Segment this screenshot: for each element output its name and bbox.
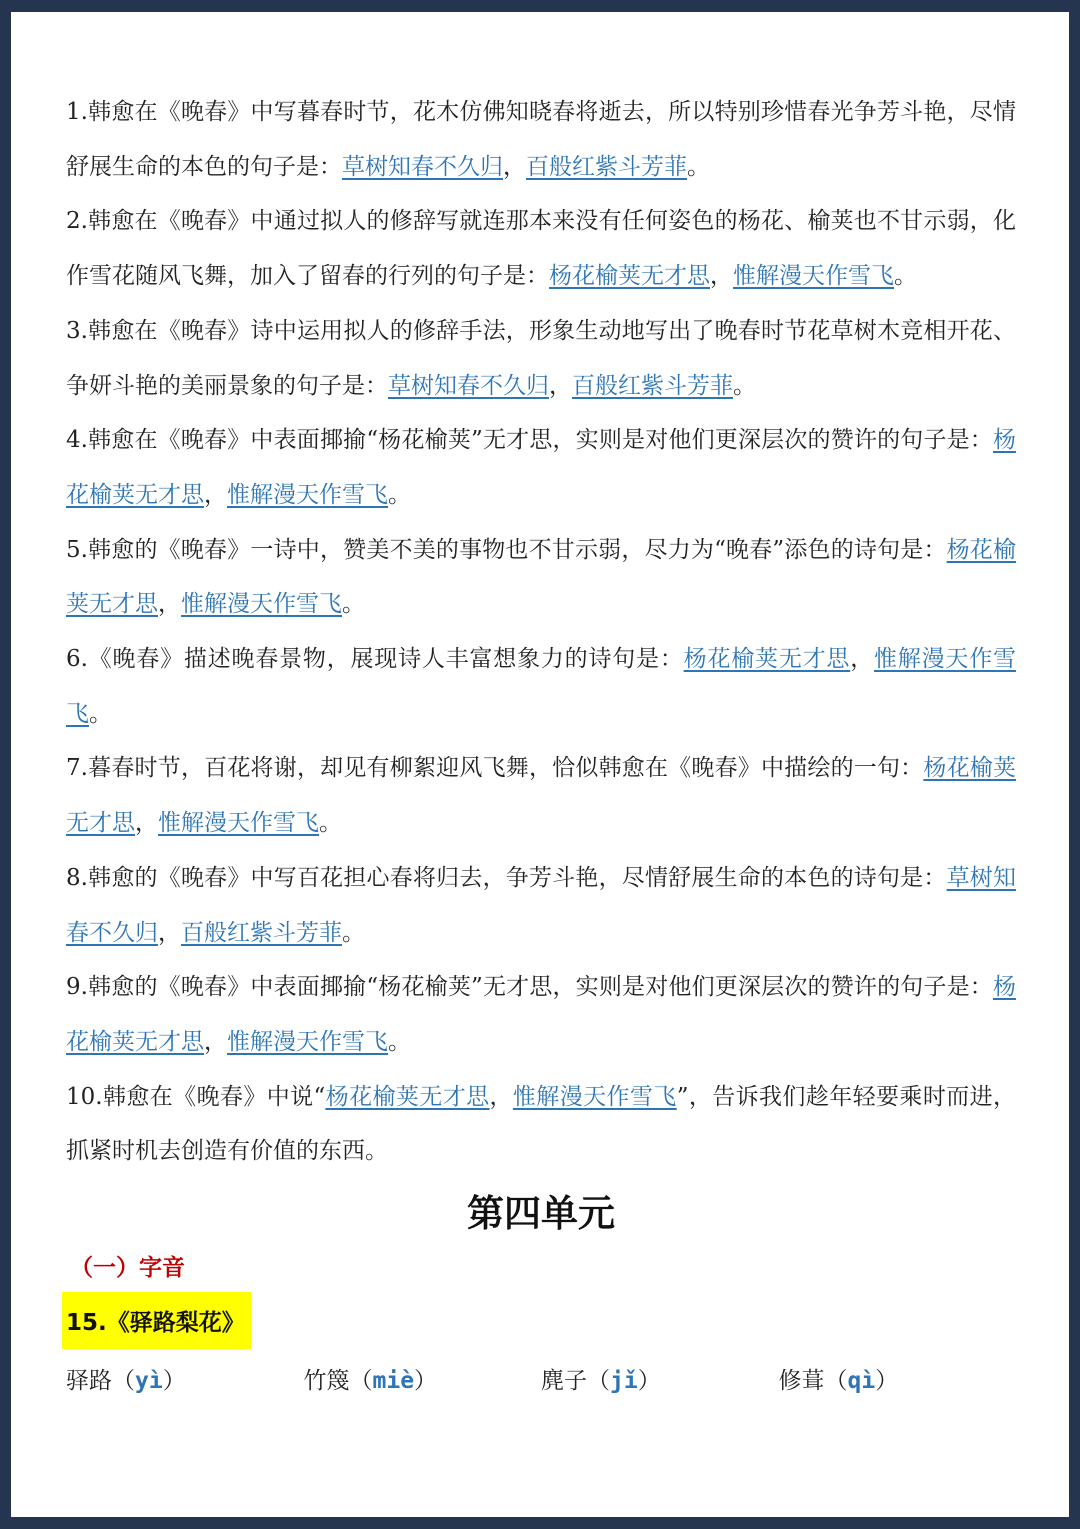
question-ending: 。: [894, 263, 917, 290]
paren-open: （: [112, 1367, 135, 1394]
pinyin-word: 修葺: [778, 1367, 825, 1394]
paren-close: ）: [875, 1367, 899, 1394]
question-ending: 。: [342, 919, 365, 946]
answer-line-2: 惟解漫天作雪飞: [181, 591, 342, 618]
pinyin-item: [66, 1362, 304, 1395]
answer-line-2: 惟解漫天作雪飞: [227, 1028, 388, 1055]
question-item: [66, 85, 1016, 194]
question-text: 4.韩愈在《晚春》中表面揶揄“杨花榆荚”无才思，实则是对他们更深层次的赞许的句子是：: [66, 427, 993, 454]
answer-separator: ，: [489, 1083, 513, 1110]
document-page: [11, 12, 1069, 1517]
answer-separator: ，: [158, 919, 181, 946]
question-item: [66, 194, 1016, 303]
paren-open: （: [587, 1367, 610, 1394]
question-ending: 。: [342, 591, 365, 618]
paren-open: （: [824, 1367, 848, 1394]
answer-line-1: 草树知春不久归: [388, 372, 549, 399]
question-text: 2.韩愈在《晚春》中通过拟人的修辞写就连那本来没有任何姿色的杨花、榆荚也不甘示弱，化作雪花随风飞舞，加入了留春的行列的句子是：: [66, 208, 1016, 290]
answer-line-2: 惟解漫天作雪飞: [66, 646, 1017, 727]
paren-close: ）: [637, 1367, 661, 1394]
question-item: [66, 851, 1016, 960]
question-ending: 。: [733, 372, 756, 399]
lesson-row: [66, 1290, 1016, 1350]
answer-separator: ，: [158, 591, 181, 618]
question-item: [66, 1070, 1016, 1179]
answer-line-2: 百般红紫斗芳菲: [572, 372, 733, 399]
question-ending: 。: [687, 153, 710, 180]
answer-line-1: 杨花榆荚无才思: [66, 755, 1016, 837]
question-text: 6.《晚春》描述晚春景物，展现诗人丰富想象力的诗句是：: [66, 646, 684, 673]
answer-separator: ，: [135, 810, 158, 837]
question-text: 5.韩愈的《晚春》一诗中，赞美不美的事物也不甘示弱，尽力为“晚春”添色的诗句是：: [66, 536, 947, 563]
answer-separator: ，: [710, 263, 733, 290]
answer-line-1: 杨花榆荚无才思: [66, 427, 1016, 508]
answer-separator: ，: [204, 481, 227, 508]
question-item: [66, 632, 1016, 741]
answer-line-2: 百般红紫斗芳菲: [181, 919, 342, 946]
question-ending: 。: [388, 481, 411, 508]
section-title: （一）字音: [70, 1255, 185, 1282]
pinyin-item: [541, 1362, 779, 1395]
answer-line-2: 惟解漫天作雪飞: [733, 263, 894, 290]
question-text: 7.暮春时节，百花将谢，却见有柳絮迎风飞舞，恰似韩愈在《晚春》中描绘的一句：: [66, 755, 924, 782]
pinyin-row: [66, 1350, 1016, 1406]
question-text: 9.韩愈的《晚春》中表面揶揄“杨花榆荚”无才思，实则是对他们更深层次的赞许的句子是：: [66, 974, 993, 1001]
pinyin-word: 驿路: [66, 1367, 112, 1394]
pinyin-item: [779, 1362, 1017, 1395]
answer-line-1: 杨花榆荚无才思: [66, 536, 1016, 618]
question-item: [66, 413, 1016, 522]
answer-line-1: 草树知春不久归: [66, 864, 1016, 946]
question-text: 8.韩愈的《晚春》中写百花担心春将归去，争芳斗艳，尽情舒展生命的本色的诗句是：: [66, 864, 947, 891]
answer-separator: ，: [503, 153, 526, 180]
question-ending: ”，告诉我们趁年轻要乘时而进，抓紧时机去创造有价值的东西。: [66, 1083, 1017, 1165]
question-text: 10.韩愈在《晚春》中说“: [66, 1083, 326, 1110]
question-ending: 。: [319, 810, 342, 837]
lesson-title: 15.《驿路梨花》: [62, 1292, 251, 1349]
pinyin-word: 麂子: [541, 1367, 587, 1394]
answer-line-2: 惟解漫天作雪飞: [158, 810, 319, 837]
question-item: [66, 304, 1016, 413]
answer-line-1: 草树知春不久归: [342, 153, 503, 180]
answer-separator: ，: [850, 646, 875, 673]
page-content: [66, 85, 1016, 1406]
paren-close: ）: [162, 1367, 186, 1394]
answer-line-2: 惟解漫天作雪飞: [512, 1083, 677, 1110]
pinyin-reading: jǐ: [610, 1367, 638, 1394]
paren-open: （: [349, 1367, 373, 1394]
answer-separator: ，: [549, 372, 572, 399]
unit-title: 第四单元: [467, 1192, 615, 1236]
question-item: [66, 523, 1016, 632]
question-text: 1.韩愈在《晚春》中写暮春时节，花木仿佛知晓春将逝去，所以特别珍惜春光争芳斗艳，尽情舒展生命的本色的句子是：: [66, 99, 1016, 180]
pinyin-reading: yì: [135, 1367, 163, 1394]
question-text: 3.韩愈在《晚春》诗中运用拟人的修辞手法，形象生动地写出了晚春时节花草树木竞相开花、争妍斗艳的美丽景象的句子是：: [66, 317, 1016, 399]
answer-separator: ，: [204, 1028, 227, 1055]
answer-line-1: 杨花榆荚无才思: [549, 263, 710, 290]
pinyin-word: 竹篾: [303, 1367, 350, 1394]
answer-line-2: 惟解漫天作雪飞: [227, 481, 388, 508]
answer-line-2: 百般红紫斗芳菲: [526, 153, 687, 180]
answer-line-1: 杨花榆荚无才思: [66, 974, 1016, 1055]
question-ending: 。: [388, 1028, 411, 1055]
answer-line-1: 杨花榆荚无才思: [325, 1083, 490, 1110]
pinyin-item: [304, 1362, 542, 1395]
paren-close: ）: [414, 1367, 438, 1394]
question-item: [66, 741, 1016, 850]
question-item: [66, 960, 1016, 1069]
question-ending: 。: [89, 700, 112, 727]
pinyin-reading: miè: [372, 1367, 415, 1394]
answer-line-1: 杨花榆荚无才思: [683, 646, 851, 673]
pinyin-reading: qì: [847, 1367, 876, 1394]
